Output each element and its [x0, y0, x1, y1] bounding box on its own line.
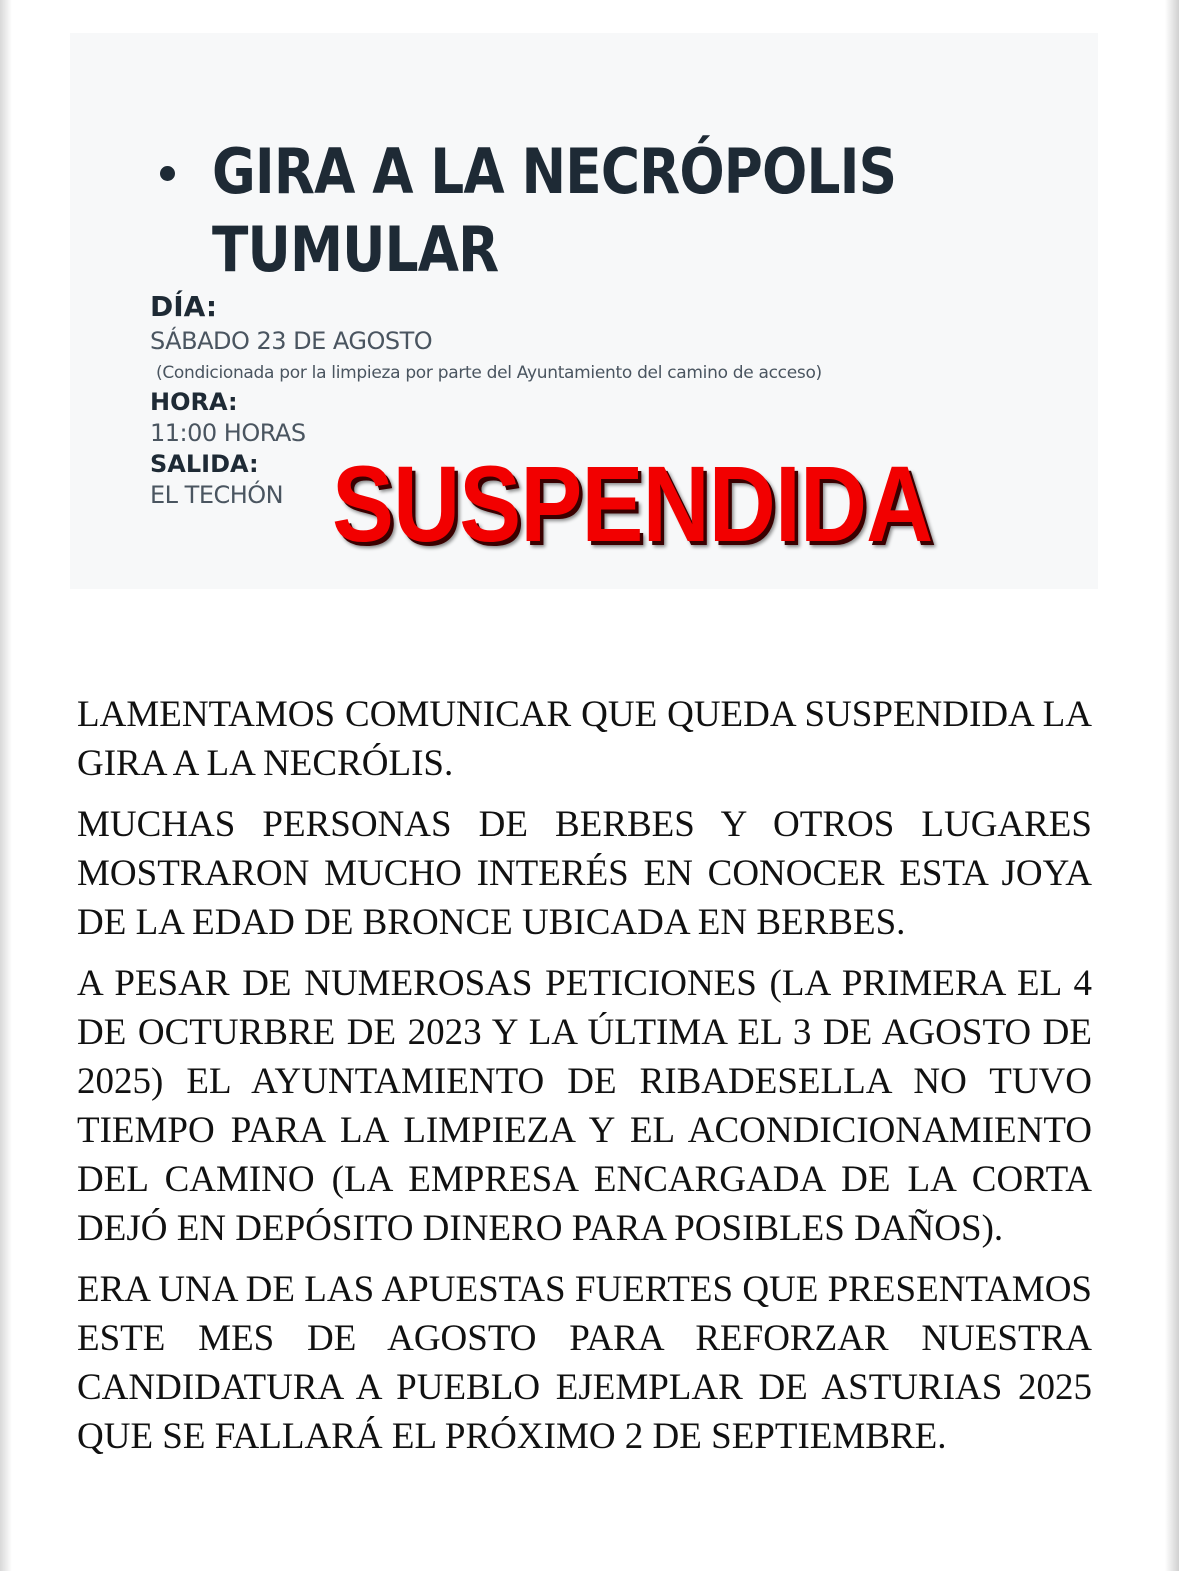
paragraph-interest: MUCHAS PERSONAS DE BERBES Y OTROS LUGARES MOSTRARON MUCHO INTERÉS EN CONOCER ESTA JOYA DE LA EDAD DE BRONCE UBICADA EN BERBES. — [77, 804, 1092, 943]
suspended-stamp: SUSPENDIDA — [332, 443, 933, 564]
paragraph-candidacy: ERA UNA DE LAS APUESTAS FUERTES QUE PRESENTAMOS ESTE MES DE AGOSTO PARA REFORZAR NUESTRA CANDIDATURA A PUEBLO EJEMPLAR DE ASTURIAS 2025 QUE SE FALLARÁ EL PRÓXIMO 2 DE SEPTIEMBRE. — [77, 1269, 1092, 1457]
time-value: 11:00 HORAS — [150, 419, 306, 447]
flyer-title — [212, 133, 896, 289]
time-label: HORA: — [150, 388, 238, 416]
flyer-title-line1: GIRA A LA NECRÓPOLIS — [212, 135, 897, 208]
day-value: SÁBADO 23 DE AGOSTO — [150, 327, 433, 355]
day-note: (Condicionada por la limpieza por parte del Ayuntamiento del camino de acceso) — [156, 363, 822, 383]
day-label: DÍA: — [150, 290, 218, 323]
flyer-title-row — [160, 133, 1007, 289]
departure-label: SALIDA: — [150, 450, 259, 478]
paragraph-suspension: LAMENTAMOS COMUNICAR QUE QUEDA SUSPENDIDA LA GIRA A LA NECRÓLIS. — [77, 694, 1092, 784]
announcement-body — [77, 690, 1092, 1473]
page-edge-left — [0, 0, 12, 1571]
departure-value: EL TECHÓN — [150, 481, 284, 509]
event-flyer — [70, 33, 1098, 589]
paragraph-petitions: A PESAR DE NUMEROSAS PETICIONES (LA PRIMERA EL 4 DE OCTURBRE DE 2023 Y LA ÚLTIMA EL 3 DE AGOSTO DE 2025) EL AYUNTAMIENTO DE RIBADESELLA NO TUVO TIEMPO PARA LA LIMPIEZA Y EL ACONDICIONAMIENTO DEL CAMINO (LA EMPRESA ENCARGADA DE LA CORTA DEJÓ EN DEPÓSITO DINERO PARA POSIBLES DAÑOS). — [77, 963, 1092, 1249]
bullet-icon — [160, 166, 175, 181]
page-edge-right — [1165, 0, 1179, 1571]
flyer-title-line2: TUMULAR — [212, 213, 499, 286]
